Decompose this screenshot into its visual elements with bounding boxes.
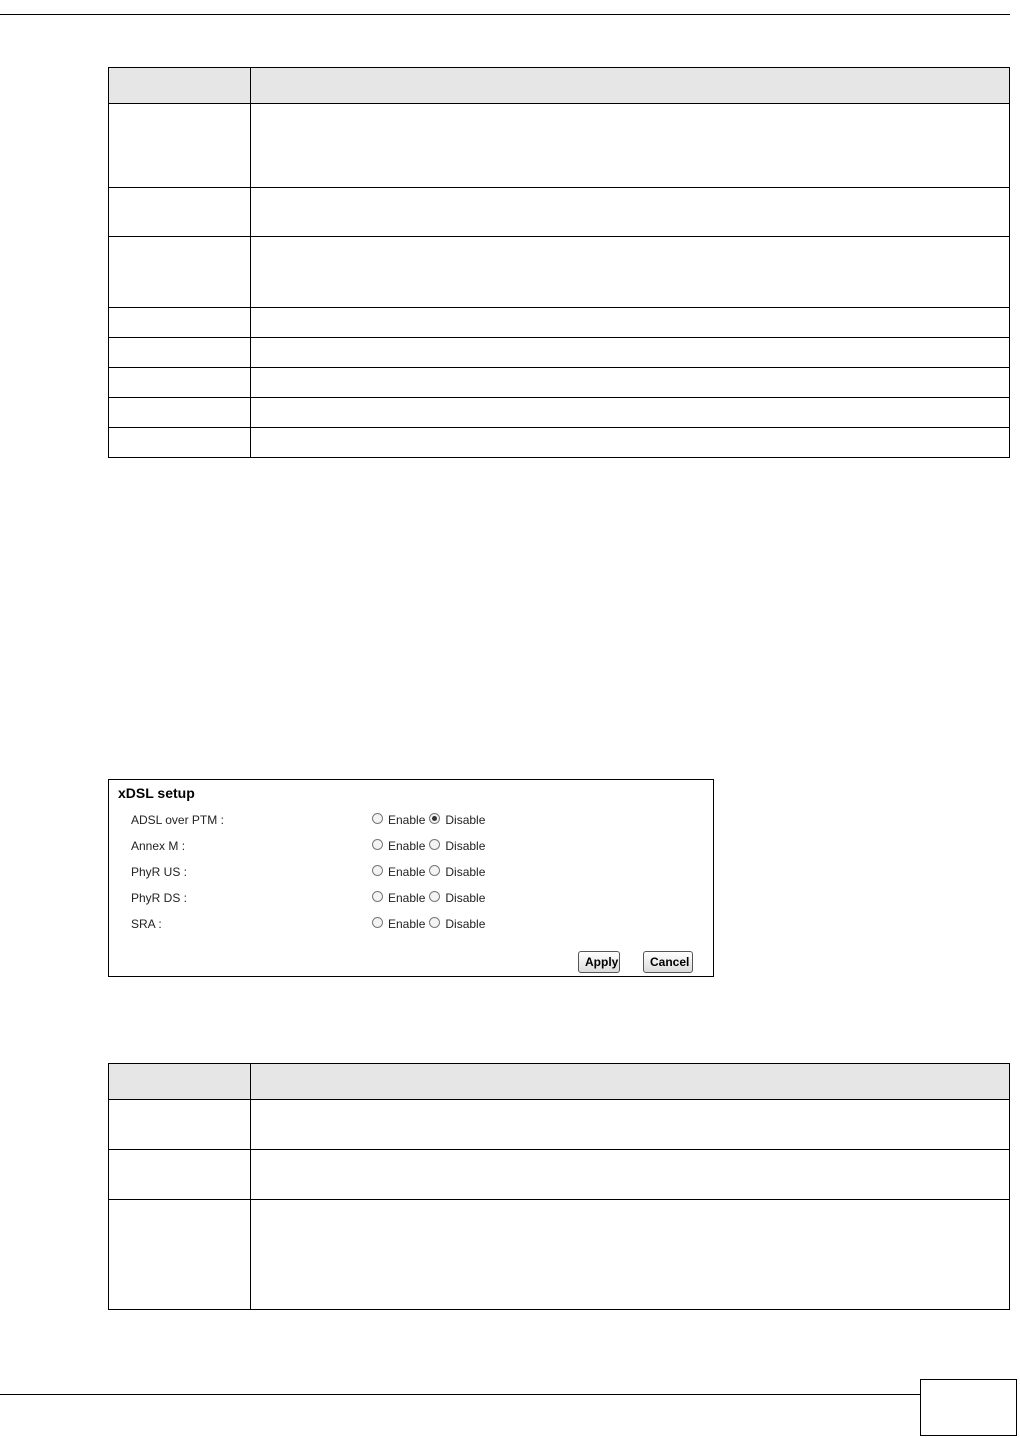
reference-table-2 <box>108 1063 1010 1310</box>
disable-radio[interactable] <box>429 839 440 850</box>
xdsl-setup-panel <box>108 779 714 977</box>
table-row <box>109 1100 1010 1150</box>
setting-label: ADSL over PTM : <box>131 813 224 827</box>
disable-radio[interactable] <box>429 865 440 876</box>
table-row <box>109 308 1010 338</box>
enable-label: Enable <box>388 839 426 853</box>
radio-group <box>372 889 489 907</box>
cancel-button[interactable]: Cancel <box>643 951 693 973</box>
enable-label: Enable <box>388 865 426 879</box>
table-row <box>109 1200 1010 1310</box>
setting-label: PhyR DS : <box>131 891 188 905</box>
table-row <box>109 1150 1010 1200</box>
enable-label: Enable <box>388 891 426 905</box>
footer-rule <box>0 1394 920 1395</box>
enable-radio[interactable] <box>372 917 383 928</box>
radio-group <box>372 811 489 829</box>
table-row <box>109 428 1010 458</box>
header-cell-description <box>251 68 1010 104</box>
header-cell-label <box>109 68 251 104</box>
xdsl-setup-title: xDSL setup <box>118 785 195 801</box>
enable-label: Enable <box>388 917 426 931</box>
disable-label: Disable <box>445 917 486 931</box>
enable-radio[interactable] <box>372 865 383 876</box>
table-header-row <box>109 1064 1010 1100</box>
page-number-box <box>920 1379 1017 1436</box>
radio-group <box>372 915 489 933</box>
table-row <box>109 368 1010 398</box>
disable-label: Disable <box>445 839 486 853</box>
enable-radio[interactable] <box>372 891 383 902</box>
setting-label: Annex M : <box>131 839 186 853</box>
setting-label: PhyR US : <box>131 865 188 879</box>
setting-row-phyr-ds <box>131 889 691 907</box>
table-row <box>109 398 1010 428</box>
disable-radio[interactable] <box>429 813 440 824</box>
enable-radio[interactable] <box>372 839 383 850</box>
table-header-row <box>109 68 1010 104</box>
disable-radio[interactable] <box>429 891 440 902</box>
enable-radio[interactable] <box>372 813 383 824</box>
setting-row-sra <box>131 915 691 933</box>
table-row <box>109 237 1010 308</box>
header-cell-description <box>251 1064 1010 1100</box>
disable-label: Disable <box>445 865 486 879</box>
radio-group <box>372 837 489 855</box>
apply-button[interactable]: Apply <box>578 951 620 973</box>
setting-row-adsl-over-ptm <box>131 811 691 829</box>
disable-radio[interactable] <box>429 917 440 928</box>
setting-row-phyr-us <box>131 863 691 881</box>
table-row <box>109 104 1010 188</box>
header-rule <box>0 14 1010 15</box>
table-row <box>109 338 1010 368</box>
enable-label: Enable <box>388 813 426 827</box>
disable-label: Disable <box>445 813 486 827</box>
setting-row-annex-m <box>131 837 691 855</box>
setting-label: SRA : <box>131 917 162 931</box>
reference-table-1 <box>108 67 1010 458</box>
header-cell-label <box>109 1064 251 1100</box>
table-row <box>109 188 1010 237</box>
radio-group <box>372 863 489 881</box>
disable-label: Disable <box>445 891 486 905</box>
